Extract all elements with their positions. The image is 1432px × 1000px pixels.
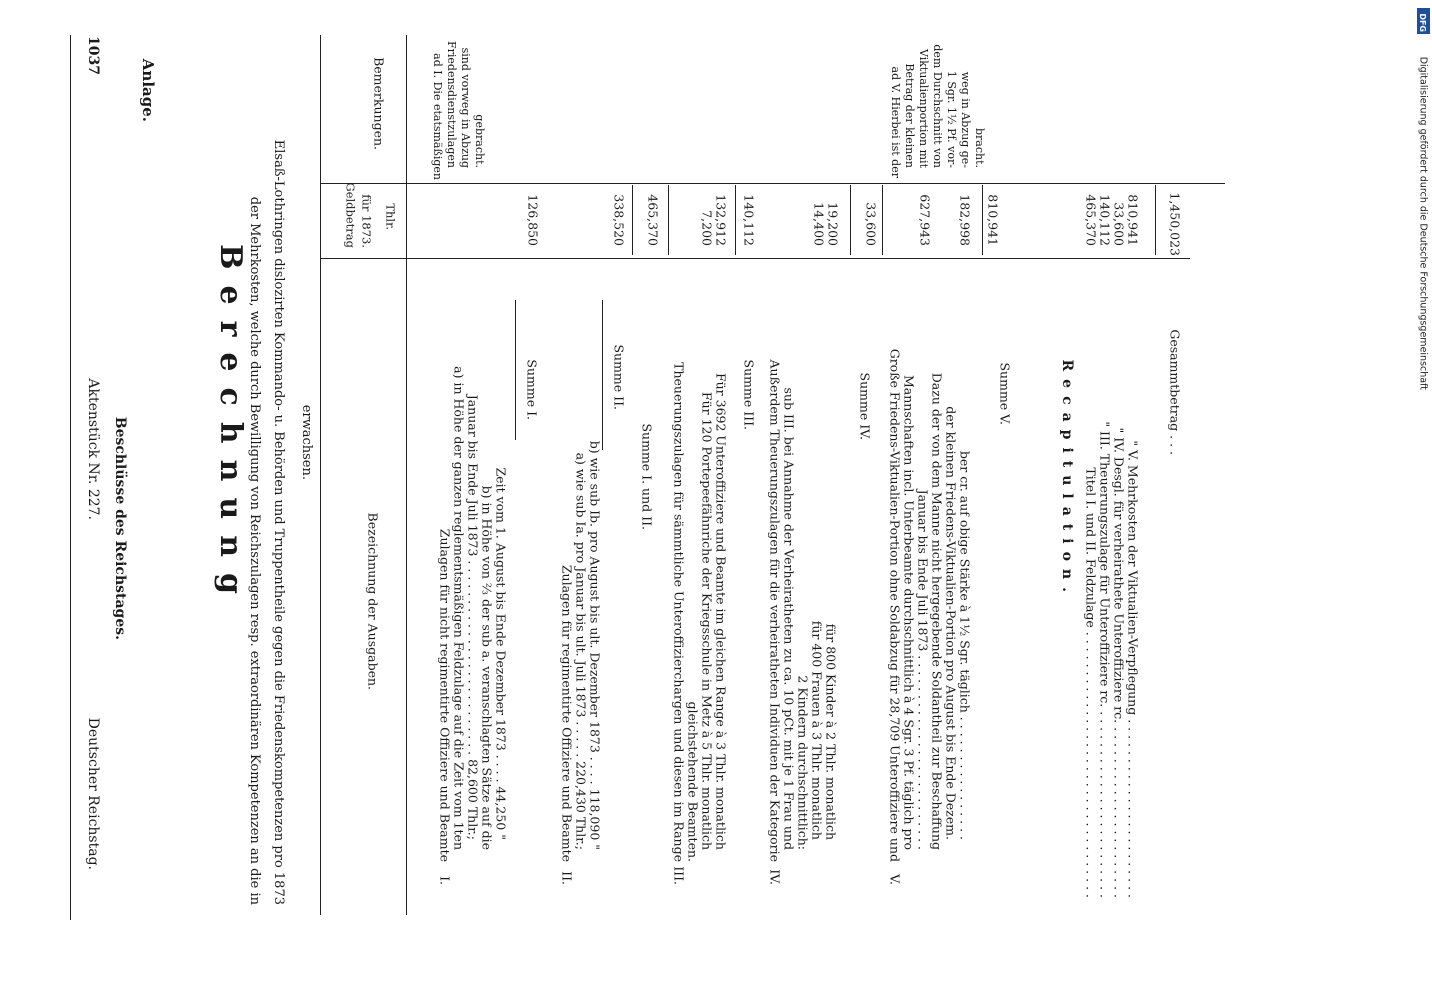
- item-line: b) wie sub Ib. pro August bis ult. Dezember 1873 . . . . 118,090 ": [587, 440, 603, 850]
- header-left: Deutscher Reichstag.: [85, 717, 101, 870]
- amount-rule: [735, 185, 736, 255]
- remark-line: Friedensdienstzulagen: [445, 40, 458, 168]
- item-line: Theuerungszulagen für sämmtliche Unteroffizierchargen und diesen im Range: [671, 362, 687, 862]
- item-line: a) in Höhe der ganzen reglementsmäßigen Feldzulage auf die Zeit vom 1ten: [451, 366, 467, 850]
- amount-rule: [632, 185, 633, 255]
- item-line: sub III. bei Annahme der Verheiratheten zu ca. 10 pCt. mit je 1 Frau und: [781, 387, 797, 850]
- table-header-rule: [406, 35, 407, 915]
- item-line: Zulagen für regimentirte Offiziere und Beamte: [559, 564, 575, 862]
- recap-row: Titel I. und II. Feldzulage . . . . . . . . . . . . . . . . . . . . . . . . . . . . . . . . . .: [1083, 467, 1099, 898]
- recap-row: " III. Theuerungszulage für Unteroffiziere rc. . . . . . . . . . . . . . . . . . . . . . . . .: [1097, 421, 1113, 898]
- item-line: Zulagen für nicht regimentirte Offiziere und Beamte: [437, 528, 453, 862]
- item-line: 2 Kindern durchschnittlich:: [795, 675, 811, 850]
- amount-cell: 627,943: [917, 194, 933, 246]
- recap-total-rule: [1155, 185, 1156, 255]
- anlage-label: Anlage.: [139, 58, 157, 122]
- column-rule-description: [320, 258, 1190, 259]
- sum-label: Summe V.: [997, 362, 1013, 425]
- remark-line: bracht.: [973, 127, 986, 168]
- item-line: a) wie sub Ia. pro Januar bis ult. Juli 1873 . . . . . 220,430 Thlr.;: [573, 452, 589, 850]
- item-line: Dazu der von dem Manne nicht hergegebende Soldantheil zur Beschaffung: [929, 372, 945, 850]
- item-line: Außerdem Theuerungszulagen für die verheiratheten Individuen der Kategorie: [767, 359, 783, 862]
- amount-cell: 33,600: [863, 202, 879, 246]
- sum-label: Summe IV.: [857, 372, 873, 440]
- item-number: IV.: [767, 869, 783, 885]
- dfg-logo: DFG: [1418, 13, 1427, 32]
- column-rule-amount: [320, 183, 1225, 184]
- item-number: V.: [887, 874, 903, 885]
- amount-cell: 182,998: [957, 194, 973, 246]
- column-header-amount-1: Geldbetrag: [343, 182, 358, 248]
- sum-rule: [515, 300, 516, 440]
- item-line: für 400 Frauen à 3 Thlr. monatlich: [809, 620, 825, 840]
- sum-label: Summe I.: [524, 359, 540, 420]
- remark-line: Betrag der kleinen: [903, 63, 916, 168]
- recap-total-label: Gesammtbetrag . . .: [1167, 329, 1183, 455]
- recap-amount: 465,370: [1083, 194, 1099, 246]
- amount-cell: 14,400: [811, 202, 827, 246]
- item-number: III.: [671, 866, 687, 885]
- amount-cell: 338,520: [611, 194, 627, 246]
- recap-amount: 810,941: [1125, 194, 1141, 246]
- intro-line-3: erwachsen.: [299, 404, 314, 480]
- item-line: ber cr. auf obige Stärke à 1½ Sgr. täglich . . . . . . . . . . . . . . . .: [957, 450, 973, 840]
- item-line: Mannschaften incl. Unterbeamte durchschnittlich à 4 Sgr. 3 Pf. täglich pro: [901, 374, 917, 850]
- amount-rule: [982, 185, 983, 255]
- table-top-rule: [320, 35, 321, 915]
- item-line: gleichstehende Beamten.: [685, 701, 701, 862]
- recap-row: " IV. Desgl. für verheirathete Unteroffiziere rc. . . . . . . . . . . . . . . . . . . . . . .: [1111, 427, 1127, 898]
- item-line: Für 120 Portepeefähnriche der Kriegsschule in Metz à 5 Thlr. monatlich: [699, 391, 715, 850]
- column-header-remarks: Bemerkungen.: [371, 57, 387, 150]
- recap-total: 1,450,023: [1167, 192, 1183, 256]
- column-header-amount-2: für 1873.: [359, 194, 374, 248]
- remark-line: Viktualienportion mit: [917, 48, 930, 168]
- remark-line: gebracht.: [473, 114, 486, 168]
- sum-label: Summe II.: [611, 344, 627, 410]
- header-rule: [70, 35, 71, 920]
- sum-label: Summe I. und II.: [639, 423, 655, 530]
- remark-line: ad I. Die etatsmäßigen: [431, 53, 444, 180]
- intro-line-2: Elsaß-Lothringen dislozirten Kommando- u. Behörden und Truppentheile gegen die Friedenskompetenzen pro 1873: [271, 139, 286, 905]
- sum-rule: [602, 300, 603, 450]
- item-number: I.: [437, 876, 453, 885]
- column-header-description: Bezeichnung der Ausgaben.: [365, 512, 381, 690]
- recap-amount: 33,600: [1111, 202, 1127, 246]
- recap-title: Recapitulation.: [1059, 359, 1075, 600]
- main-title: Berechnung: [213, 244, 248, 610]
- item-line: Große Friedens-Viktualien-Portion ohne Soldabzug für 28,709 Unteroffiziere und: [887, 348, 903, 862]
- item-line: b) in Höhe von ⅔ der sub a. veranschlagten Sätze auf die: [479, 485, 495, 850]
- item-line: Zeit vom 1. August bis Ende Dezember 1873 . . . . 44,250 ": [493, 467, 509, 840]
- amount-cell: 132,912: [713, 194, 729, 246]
- remark-line: 1 Sgr. 1½ Pf. vor-: [945, 70, 958, 168]
- recap-amount: 140,112: [1097, 194, 1113, 246]
- header-middle: Aktenstück Nr. 227.: [85, 378, 101, 520]
- item-line: Januar bis Ende Juli 1873 . . . . . . . . . . . . . . . . . . . . . . . . . 82,600 Thlr.;: [465, 394, 481, 840]
- remark-line: ad V. Hierbei ist der: [889, 66, 902, 178]
- item-line: der kleinen Friedens-Viktualien-Portion pro August bis Ende Dezem.: [943, 406, 959, 840]
- section-title: Beschlüsse des Reichstages.: [112, 416, 128, 640]
- column-header-amount-3: Thlr.: [383, 203, 398, 230]
- item-number: II.: [559, 871, 575, 885]
- sum-label: Summe III.: [741, 359, 757, 430]
- item-line: Januar bis Ende Juli 1873 . . . . . . . . . . . . . . . . . . . . . . . . .: [915, 489, 931, 850]
- remark-line: dem Durchschnitt von: [931, 44, 944, 168]
- watermark-text: Digitalisierung gefördert durch die Deutsche Forschungsgemeinschaft: [1417, 56, 1429, 390]
- item-line: Für 3692 Unteroffiziere und Beamte im gleichen Range à 3 Thlr. monatlich: [713, 372, 729, 850]
- amount-cell: 465,370: [645, 194, 661, 246]
- page-number: 1037: [85, 36, 101, 75]
- amount-cell: 19,200: [825, 202, 841, 246]
- amount-rule: [668, 185, 669, 255]
- recap-row: " V. Mehrkosten der Viktualien-Verpflegung . . . . . . . . . . . . . . . . . . . . . . .: [1125, 440, 1141, 898]
- amount-rule: [882, 185, 883, 255]
- amount-cell: 810,941: [985, 194, 1001, 246]
- intro-line-1: der Mehrkosten, welche durch Bewilligung von Reichszulagen resp. extraordinären Kompetenzen an die in: [247, 196, 262, 905]
- remark-line: sind vorweg in Abzug: [459, 47, 472, 168]
- remark-line: weg in Abzug ge-: [959, 71, 972, 168]
- amount-rule: [850, 185, 851, 255]
- amount-cell: 7,200: [699, 210, 715, 246]
- amount-cell: 126,850: [525, 194, 541, 246]
- item-line: für 800 Kinder à 2 Thlr. monatlich: [823, 623, 839, 840]
- amount-cell: 140,112: [741, 194, 757, 246]
